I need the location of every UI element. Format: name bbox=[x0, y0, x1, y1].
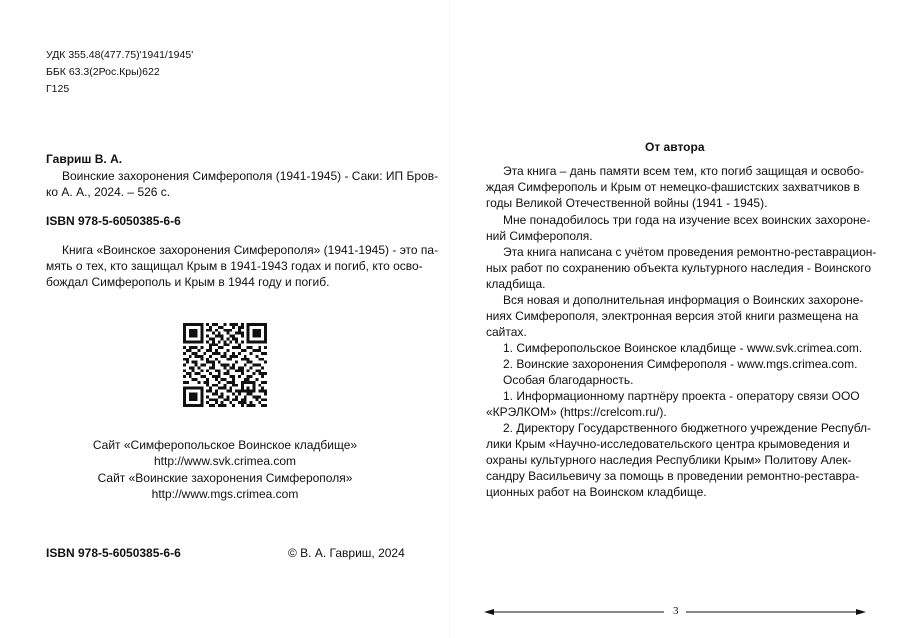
section-heading: От автора bbox=[645, 140, 705, 154]
text-line: лики Крым «Научно-исследовательского центра крымоведения и bbox=[486, 437, 850, 451]
text-line: годы Великой Отечественной войны (1941 - 1945). bbox=[486, 196, 768, 210]
text-line: сандру Васильевичу за помощь в проведении ремонтно-реставра- bbox=[486, 469, 860, 483]
biblio-line-2: ко А. А., 2024. – 526 с. bbox=[46, 185, 171, 199]
author-mark-line: Г125 bbox=[46, 83, 70, 95]
text-line: ждая Симферополь и Крым от немецко-фашистских захватчиков в bbox=[486, 180, 860, 194]
text-line: 2. Воинские захоронения Симферополя - www.mgs.crimea.com. bbox=[503, 357, 858, 371]
text-line: Мне понадобилось три года на изучение всех воинских захороне- bbox=[503, 213, 871, 227]
site-1-url[interactable]: http://www.svk.crimea.com bbox=[153, 454, 297, 468]
text-line: Вся новая и дополнительная информация о Воинских захороне- bbox=[503, 293, 864, 307]
annotation-line-2: мять о тех, кто защищал Крым в 1941-1943 годах и погиб, кто осво- bbox=[46, 259, 423, 273]
text-line: кладбища. bbox=[486, 277, 546, 291]
text-line: ционных работ на Воинском кладбище. bbox=[486, 485, 707, 499]
text-line: Особая благодарность. bbox=[503, 373, 634, 387]
text-line: охраны культурного наследия Республики Крым» Политову Алек- bbox=[486, 453, 852, 467]
text-line: ний Симферополя. bbox=[486, 229, 593, 243]
biblio-line-1: Воинские захоронения Симферополя (1941-1945) - Саки: ИП Бров- bbox=[62, 169, 439, 183]
text-line: ных работ по сохранению объекта культурного наследия - Воинского bbox=[486, 261, 872, 275]
isbn-footer: ISBN 978-5-6050385-6-6 bbox=[46, 546, 181, 560]
footer-ornament-left bbox=[484, 606, 664, 618]
text-line: Эта книга написана с учётом проведения ремонтно-реставрацион- bbox=[503, 245, 877, 259]
text-line: 1. Информационному партнёру проекта - оператору связи ООО bbox=[503, 389, 860, 403]
isbn-top: ISBN 978-5-6050385-6-6 bbox=[46, 214, 181, 228]
bbk-line: ББК 63.3(2Рос.Кры)622 bbox=[46, 66, 160, 78]
text-line: ниях Симферополя, электронная версия этой книги размещена на bbox=[486, 309, 859, 323]
text-line: «КРЭЛКОМ» (https://crelcom.ru/). bbox=[486, 405, 667, 419]
text-line: Эта книга – дань памяти всем тем, кто погиб защищая и освобо- bbox=[503, 164, 865, 178]
site-1-title: Сайт «Симферопольское Воинское кладбище» bbox=[92, 438, 358, 452]
site-2-url[interactable]: http://www.mgs.crimea.com bbox=[151, 487, 299, 501]
annotation-line-3: бождал Симферополь и Крым в 1944 году и погиб. bbox=[46, 275, 330, 289]
page-number: 3 bbox=[673, 605, 679, 617]
text-line: 2. Директору Государственного бюджетного учреждение Республ- bbox=[503, 421, 872, 435]
footer-ornament-right bbox=[686, 606, 866, 618]
site-2-title: Сайт «Воинские захоронения Симферополя» bbox=[97, 471, 353, 485]
copyright: © В. А. Гавриш, 2024 bbox=[288, 546, 405, 560]
annotation-line-1: Книга «Воинское захоронения Симферополя» (1941-1945) - это па- bbox=[62, 243, 439, 257]
text-line: 1. Симферопольское Воинское кладбище - www.svk.crimea.com. bbox=[503, 341, 863, 355]
udk-line: УДК 355.48(477.75)'1941/1945' bbox=[46, 49, 194, 61]
text-line: сайтах. bbox=[486, 325, 527, 339]
right-page bbox=[450, 0, 899, 638]
author-name: Гавриш В. А. bbox=[46, 152, 123, 166]
qr-code bbox=[183, 323, 267, 407]
